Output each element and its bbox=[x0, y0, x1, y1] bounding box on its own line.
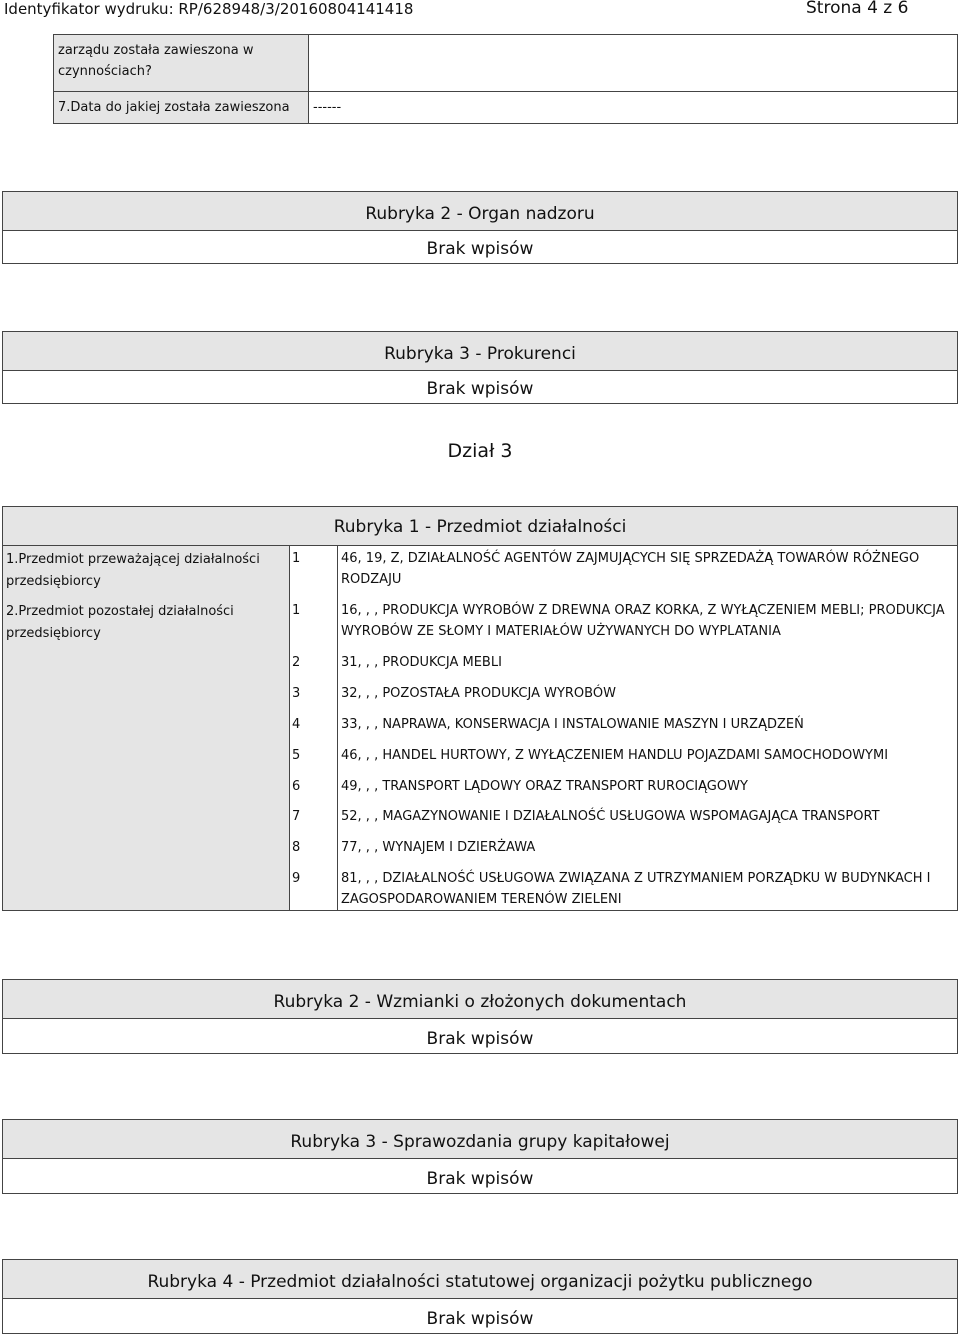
activity-number: 2 bbox=[292, 655, 301, 670]
rubryka3-sprawozdania-value: Brak wpisów bbox=[2, 1158, 958, 1194]
activity-text: 49, , , TRANSPORT LĄDOWY ORAZ TRANSPORT RUROCIĄGOWY bbox=[341, 779, 748, 794]
activity-number: 7 bbox=[292, 809, 301, 824]
activity-text: 46, , , HANDEL HURTOWY, Z WYŁĄCZENIEM HANDLU POJAZDAMI SAMOCHODOWYMI bbox=[341, 748, 889, 763]
rubryka4-opp-title: Rubryka 4 - Przedmiot działalności statutowej organizacji pożytku publicznego bbox=[2, 1259, 958, 1299]
primary-activity-text: 46, 19, Z, DZIAŁALNOŚĆ AGENTÓW ZAJMUJĄCYCH SIĘ SPRZEDAŻĄ TOWARÓW RÓŻNEGO RODZAJU bbox=[341, 551, 920, 587]
activity-text: 32, , , POZOSTAŁA PRODUKCJA WYROBÓW bbox=[341, 686, 616, 701]
activity-label-column bbox=[2, 545, 290, 911]
other-activity-label: 2.Przedmiot pozostałej działalności przedsiębiorcy bbox=[6, 604, 234, 641]
row7-value-cell bbox=[308, 91, 958, 124]
rubryka2-wzmianki-title: Rubryka 2 - Wzmianki o złożonych dokumentach bbox=[2, 979, 958, 1019]
page-number: Strona 4 z 6 bbox=[806, 0, 909, 18]
activity-text: 31, , , PRODUKCJA MEBLI bbox=[341, 655, 502, 670]
activity-number: 9 bbox=[292, 871, 301, 886]
rubryka3-prokurenci-title: Rubryka 3 - Prokurenci bbox=[2, 331, 958, 371]
row6-label-cell bbox=[53, 34, 309, 92]
primary-activity-number: 1 bbox=[292, 551, 301, 566]
rubryka3-sprawozdania-title: Rubryka 3 - Sprawozdania grupy kapitałowej bbox=[2, 1119, 958, 1159]
rubryka2-wzmianki-value: Brak wpisów bbox=[2, 1018, 958, 1054]
primary-activity-label: 1.Przedmiot przeważającej działalności przedsiębiorcy bbox=[6, 552, 260, 589]
activity-text: 52, , , MAGAZYNOWANIE I DZIAŁALNOŚĆ USŁUGOWA WSPOMAGAJĄCA TRANSPORT bbox=[341, 809, 880, 824]
row7-label: 7.Data do jakiej została zawieszona bbox=[58, 100, 290, 115]
activity-number: 1 bbox=[292, 603, 301, 618]
activity-text: 77, , , WYNAJEM I DZIERŻAWA bbox=[341, 840, 536, 855]
activity-number: 8 bbox=[292, 840, 301, 855]
rubryka2-organ-title: Rubryka 2 - Organ nadzoru bbox=[2, 191, 958, 231]
row6-value-cell bbox=[308, 34, 958, 92]
rubryka4-opp-value: Brak wpisów bbox=[2, 1298, 958, 1334]
row7-value: ------ bbox=[313, 100, 342, 115]
activity-number: 5 bbox=[292, 748, 301, 763]
row7-label-cell bbox=[53, 91, 309, 124]
activity-text: 16, , , PRODUKCJA WYROBÓW Z DREWNA ORAZ KORKA, Z WYŁĄCZENIEM MEBLI; PRODUKCJA WYROBÓW ZE SŁOMY I MATERIAŁÓW UŻYWANYCH DO WYPLATANIA bbox=[341, 603, 945, 639]
activity-number: 4 bbox=[292, 717, 301, 732]
rubryka2-organ-value: Brak wpisów bbox=[2, 230, 958, 264]
activity-number: 3 bbox=[292, 686, 301, 701]
activity-text: 81, , , DZIAŁALNOŚĆ USŁUGOWA ZWIĄZANA Z UTRZYMANIEM PORZĄDKU W BUDYNKACH I ZAGOSPODAROWANIEM TERENÓW ZIELENI bbox=[341, 871, 931, 907]
row6-label: zarządu została zawieszona w czynnościach? bbox=[58, 43, 254, 79]
activity-number: 6 bbox=[292, 779, 301, 794]
print-identifier: Identyfikator wydruku: RP/628948/3/20160804141418 bbox=[4, 0, 414, 18]
section-title: Dział 3 bbox=[447, 440, 513, 462]
rubryka3-prokurenci-value: Brak wpisów bbox=[2, 370, 958, 404]
rubryka1-title: Rubryka 1 - Przedmiot działalności bbox=[2, 506, 958, 546]
activity-text: 33, , , NAPRAWA, KONSERWACJA I INSTALOWANIE MASZYN I URZĄDZEŃ bbox=[341, 717, 804, 732]
